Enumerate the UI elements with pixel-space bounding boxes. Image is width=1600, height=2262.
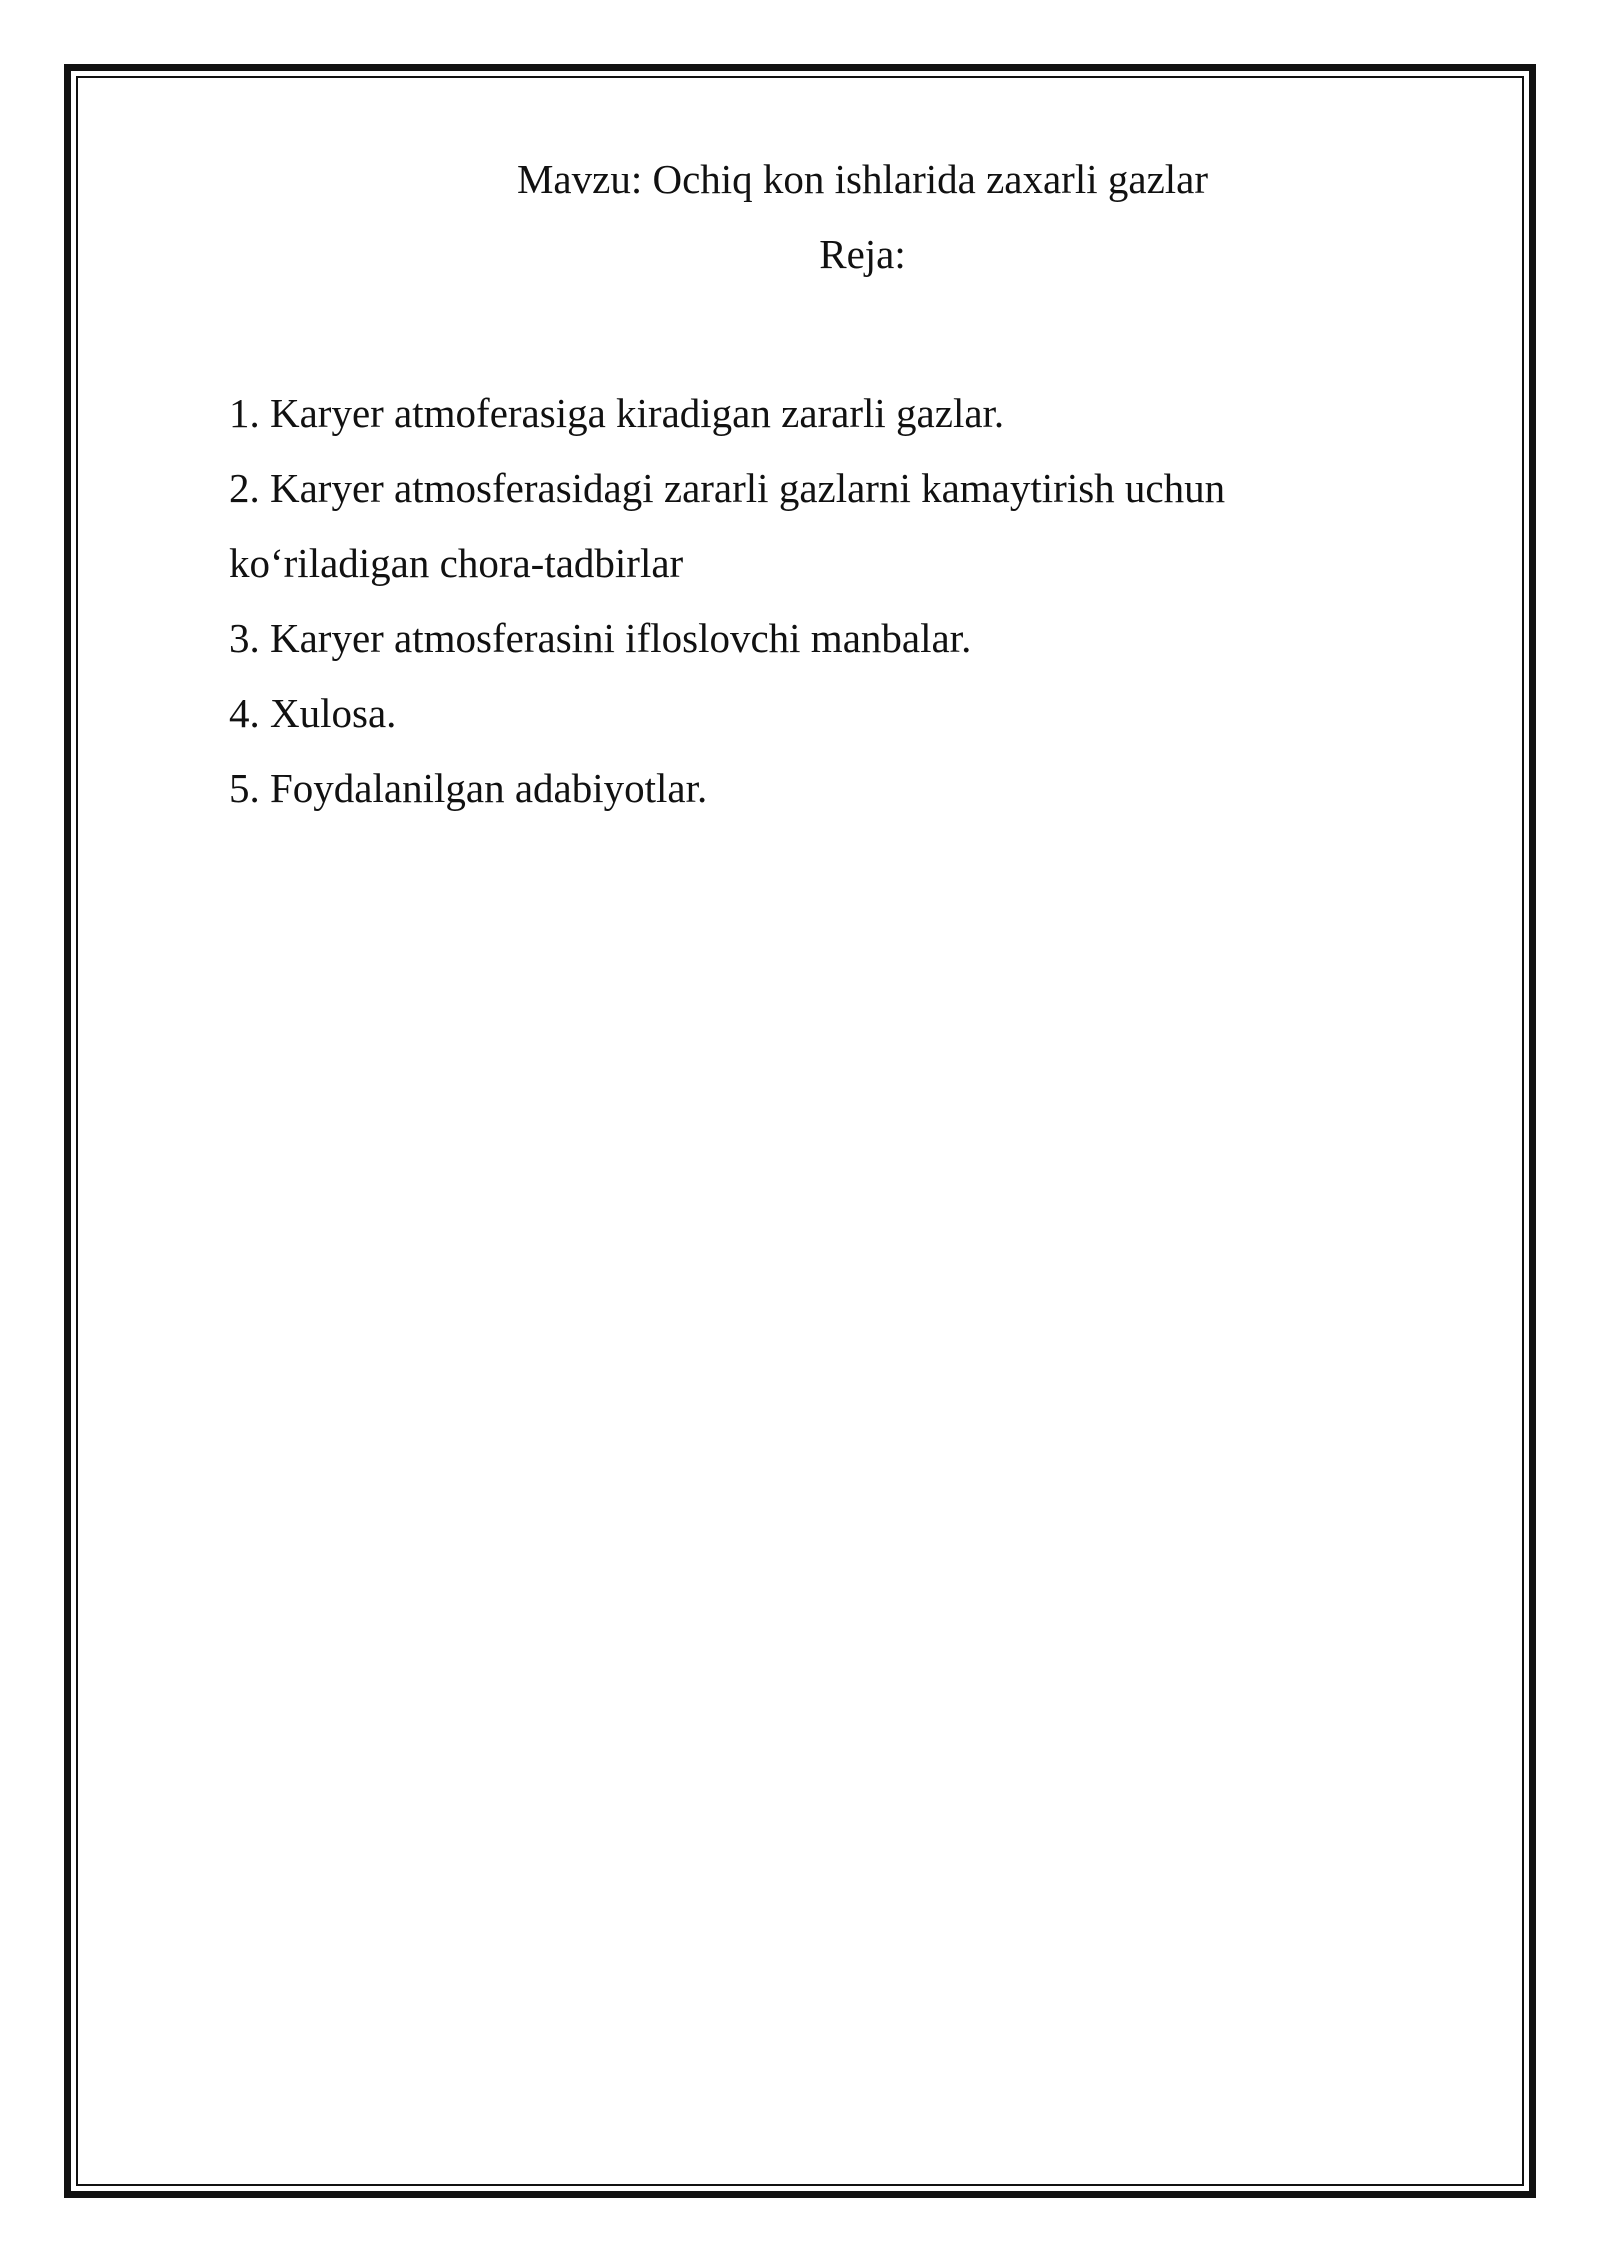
plan-item-1: 1. Karyer atmoferasiga kiradigan zararli gazlar.	[229, 390, 1005, 436]
plan-heading: Reja:	[819, 231, 906, 277]
plan-item-2: 2. Karyer atmosferasidagi zararli gazlarni kamaytirish uchun ko‘riladigan chora-tadbirlar	[229, 465, 1226, 586]
plan-list	[229, 376, 1329, 826]
plan-item-5: 5. Foydalanilgan adabiyotlar.	[229, 765, 708, 811]
document-title: Mavzu: Ochiq kon ishlarida zaxarli gazlar	[516, 156, 1209, 202]
plan-item-4: 4. Xulosa.	[229, 690, 397, 736]
plan-item-3: 3. Karyer atmosferasini ifloslovchi manbalar.	[229, 615, 972, 661]
